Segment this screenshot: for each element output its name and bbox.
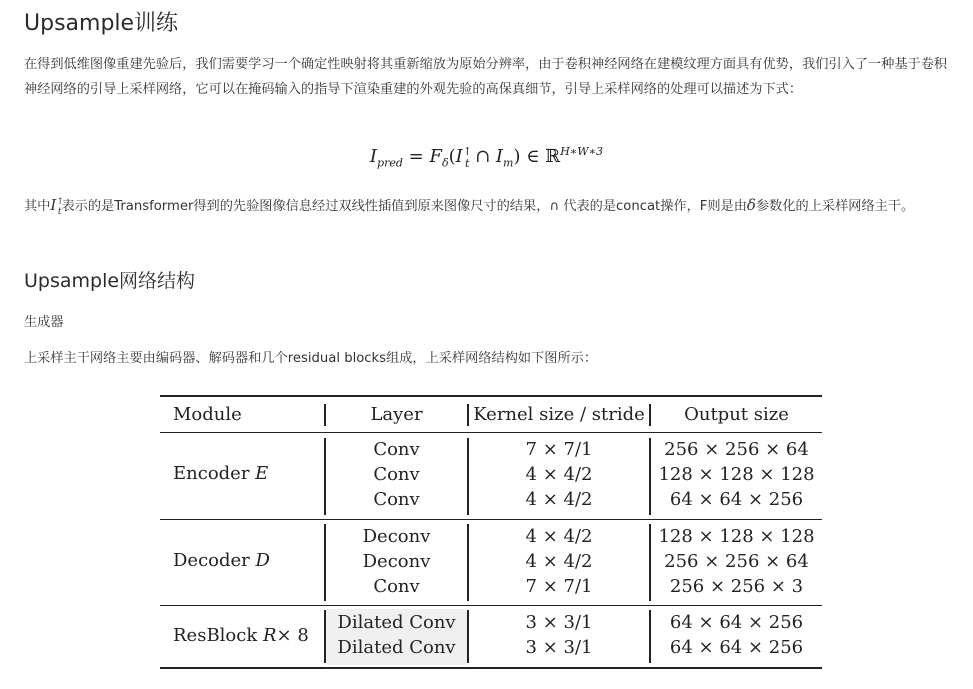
formula-lhs-sub: pred [377, 156, 403, 170]
resblock-layer-2: Dilated Conv [337, 637, 456, 658]
structure-paragraph: 上采样主干网络主要由编码器、解码器和几个residual blocks组成，上采样网络结构如下图所示： [24, 351, 598, 366]
explain-delta: δ [746, 196, 756, 214]
upsample-formula [0, 145, 973, 170]
formula-it: I [455, 146, 463, 167]
explain-prefix: 其中 [24, 199, 51, 214]
formula-close: ) ∈ ℝ [513, 146, 561, 167]
formula-eq: = [402, 146, 430, 167]
encoder-output-2: 128 × 128 × 128 [658, 464, 815, 485]
decoder-layer-1: Deconv [362, 526, 431, 547]
decoder-layer-3: Conv [373, 576, 420, 597]
decoder-kernel-1: 4 × 4/2 [525, 526, 593, 547]
section-title: Upsample训练 [24, 11, 179, 36]
table-encoder-rule [160, 519, 822, 520]
encoder-output-3: 64 × 64 × 256 [669, 489, 804, 510]
resblock-kernel-1: 3 × 3/1 [525, 612, 593, 633]
encoder-kernel-2: 4 × 4/2 [525, 464, 593, 485]
module-resblock: ResBlock R× 8 [173, 625, 309, 646]
formula-cap: ∩ [469, 146, 496, 167]
formula-f-sub: δ [441, 156, 449, 170]
decoder-output-1: 128 × 128 × 128 [658, 526, 815, 547]
table-bottom-rule [160, 667, 822, 669]
formula-lhs: I [369, 146, 378, 167]
formula-f: F [429, 146, 442, 167]
decoder-kernel-2: 4 × 4/2 [525, 551, 593, 572]
formula-dims: H∗W∗3 [560, 145, 604, 158]
formula-im-sub: m [503, 156, 514, 170]
module-encoder: Encoder E [173, 463, 269, 484]
header-output: Output size [684, 404, 789, 425]
network-structure-table [160, 395, 822, 671]
generator-label: 生成器 [24, 315, 64, 330]
formula-im: I [495, 146, 504, 167]
decoder-output-2: 256 × 256 × 64 [664, 551, 809, 572]
resblock-layer-1: Dilated Conv [337, 612, 456, 633]
formula-it-sub: t [464, 156, 470, 170]
decoder-layer-2: Deconv [362, 551, 431, 572]
formula-it-sup: ↑ [462, 145, 472, 158]
resblock-kernel-2: 3 × 3/1 [525, 637, 593, 658]
explain-symbol: $I^↑_t$ [50, 196, 64, 217]
explain-text-b: 参数化的上采样网络主干。 [755, 199, 915, 214]
header-kernel: Kernel size / stride [473, 404, 645, 425]
header-module: Module [173, 404, 242, 425]
module-decoder: Decoder D [173, 550, 270, 571]
formula-open: ( [448, 146, 456, 167]
intro-paragraph: 在得到低维图像重建先验后，我们需要学习一个确定性映射将其重新缩放为原始分辨率，由于卷积神经网络在建模纹理方面具有优势，我们引入了一种基于卷积神经网络的引导上采样网络，它可以在掩码输入的指导下渲染重建的外观先验的高保真细节，引导上采样网络的处理可以描述为下式： [24, 57, 948, 97]
encoder-kernel-1: 7 × 7/1 [525, 439, 593, 460]
explain-text-a: 表示的是Transformer得到的先验图像信息经过双线性插值到原来图像尺寸的结果，∩ 代表的是concat操作，F则是由 [61, 199, 747, 214]
resblock-output-2: 64 × 64 × 256 [669, 637, 804, 658]
encoder-kernel-3: 4 × 4/2 [525, 489, 593, 510]
table-header-rule [160, 432, 822, 433]
table-top-rule [160, 395, 822, 397]
subsection-title: Upsample网络结构 [24, 270, 196, 292]
explain-paragraph [24, 190, 954, 225]
header-layer: Layer [370, 404, 423, 425]
encoder-output-1: 256 × 256 × 64 [664, 439, 809, 460]
encoder-layer-2: Conv [373, 464, 420, 485]
resblock-output-1: 64 × 64 × 256 [669, 612, 804, 633]
decoder-kernel-3: 7 × 7/1 [525, 576, 593, 597]
encoder-layer-3: Conv [373, 489, 420, 510]
encoder-layer-1: Conv [373, 439, 420, 460]
decoder-output-3: 256 × 256 × 3 [669, 576, 804, 597]
table-decoder-rule [160, 605, 822, 606]
